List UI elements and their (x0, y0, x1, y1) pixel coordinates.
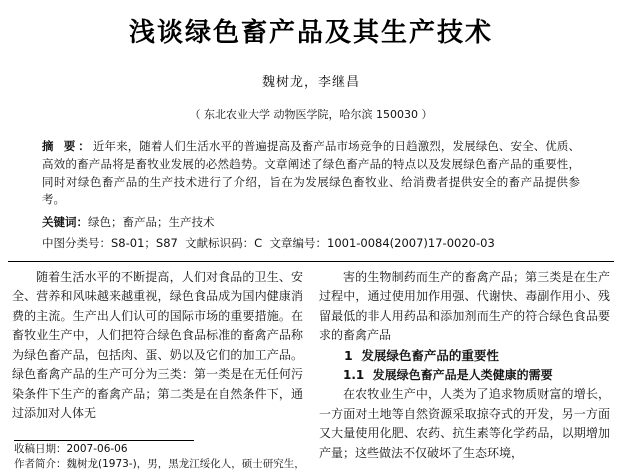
section-heading-1 (319, 346, 610, 366)
abstract (42, 138, 580, 209)
keywords-label: 关键词： (42, 215, 88, 230)
authors: 魏树龙，李继昌 (261, 75, 360, 90)
left-paragraph-1: 随着生活水平的不断提高，人们对食品的卫生、安全、营养和风味越来越重视，绿色食品成为国内健康消费的主流。生产出人们认可的国际市场的重要措施。在畜牧业生产中，人们把符合绿色食品标准的畜禽产品称为绿色畜产品，包括肉、蛋、奶以及它们的加工产品。绿色畜禽产品的生产可分为三类：第一类是在无任何污染条件下生产的畜禽产品；第二类是在自然条件下，通过添加对人体无 (12, 269, 303, 420)
right-paragraph-2: 在农牧业生产中，人类为了追求物质财富的增长，一方面对土地等自然资源采取掠夺式的开发，另一方面又大量使用化肥、农药、抗生素等化学药品，以期增加产量；这些做法不仅破坏了生态环境， (319, 387, 610, 460)
author-bio: 作者简介：魏树龙(1973-)，男，黑龙江绥化人，硕士研究生， (14, 458, 305, 471)
affiliation: （ 东北农业大学 动物医学院，哈尔滨 150030 ） (189, 108, 433, 121)
paper-page (0, 12, 622, 475)
footnotes (14, 442, 314, 474)
page-title: 浅谈绿色畜产品及其生产技术 (128, 18, 493, 48)
left-column (12, 268, 303, 463)
right-column (319, 268, 610, 463)
section-1-title: 发展绿色畜产品的重要性 (361, 347, 499, 363)
keywords (42, 214, 580, 232)
section-1-number: 1 (344, 347, 353, 363)
body-columns (12, 268, 610, 463)
section-1-1-title: 发展绿色畜产品是人类健康的需要 (372, 367, 553, 382)
right-paragraph-1: 害的生物制药而生产的畜禽产品；第三类是在生产过程中，通过使用加作用强、代谢快、毒副作用小、残留最低的非人用药品和添加剂而生产的符合绿色食品要求的畜禽产品 (319, 269, 610, 343)
classification-line (42, 235, 580, 253)
keywords-text: 绿色；畜产品；生产技术 (88, 215, 215, 230)
clc-label: 中图分类号： (42, 236, 111, 251)
clc-value: S8-01；S87 (111, 236, 178, 251)
section-1-1-number: 1.1 (343, 367, 365, 382)
article-no-label: 文章编号： (269, 236, 327, 251)
received-date: 收稿日期：2007-06-06 (14, 442, 128, 455)
abstract-text: 近年来，随着人们生活水平的普遍提高及畜产品市场竞争的日趋激烈，发展绿色、安全、优质、高效的畜产品将是畜牧业发展的必然趋势。文章阐述了绿色畜产品的特点以及发展绿色畜产品的重要性，同时对绿色畜产品的生产技术进行了介绍，旨在为发展绿色畜牧业、给消费者提供安全的畜产品提供参考。 (42, 139, 580, 207)
doc-type-value: C (254, 236, 263, 251)
article-no-value: 1001-0084(2007)17-0020-03 (327, 236, 495, 251)
section-heading-1-1 (319, 366, 610, 385)
header-divider (8, 261, 614, 262)
abstract-label: 摘 要： (42, 139, 93, 153)
doc-type-label: 文献标识码： (185, 236, 255, 251)
